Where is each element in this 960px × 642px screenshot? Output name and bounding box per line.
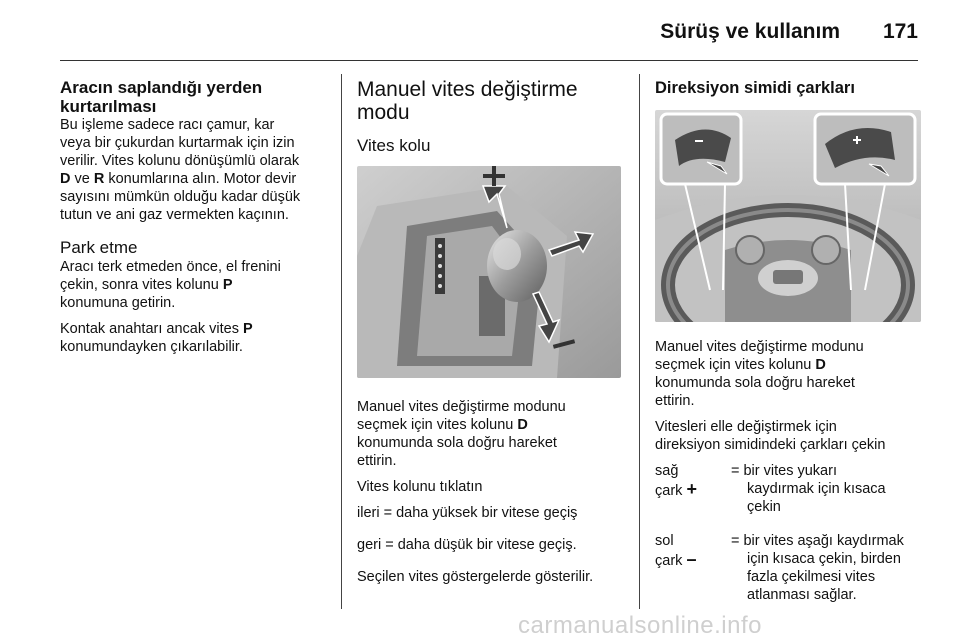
text-line: Manuel vites değiştirme modunu	[357, 399, 566, 415]
click-lever-text: Vites kolunu tıklatın	[357, 479, 483, 495]
desc-line: fazla çekilmesi vites	[747, 569, 876, 585]
column-2	[357, 78, 625, 586]
column-divider-2	[639, 74, 640, 609]
text-line: konumunda sola doğru hareket	[655, 375, 855, 391]
column-divider-1	[341, 74, 342, 609]
gear-d: D	[60, 171, 71, 187]
paddles-text-1	[655, 338, 923, 410]
gear-lever-svg	[357, 166, 621, 378]
row-desc: = daha düşük bir vitese geçiş.	[385, 537, 577, 553]
subsection-title-gear-lever: Vites kolu	[357, 136, 431, 155]
text-fragment: konumlarına alın. Motor devir	[104, 171, 297, 187]
text-fragment: çekin, sonra vites kolunu	[60, 277, 223, 293]
text-line: Vitesleri elle değiştirmek için	[655, 419, 837, 435]
text-line	[655, 356, 923, 374]
steering-wheel-illustration	[655, 110, 921, 322]
ignition-text	[60, 320, 328, 356]
text-line: konumunda sola doğru hareket	[357, 435, 557, 451]
gear-r: R	[93, 171, 105, 187]
gear-d: D	[517, 417, 528, 433]
text-line: Bu işleme sadece racı çamur, kar	[60, 117, 275, 133]
text-fragment: seçmek için vites kolunu	[357, 417, 518, 433]
gear-lever-illustration	[357, 166, 621, 378]
text-line: konumuna getirin.	[60, 295, 176, 311]
recovery-text	[60, 116, 328, 224]
section-title-line: kurtarılması	[60, 97, 157, 116]
text-line: Manuel vites değiştirme modunu	[655, 339, 864, 355]
desc-line: = bir vites aşağı kaydırmak	[731, 533, 904, 549]
definition-desc	[731, 462, 923, 516]
section-title-manual-mode	[357, 78, 625, 124]
text-line: verilir. Vites kolunu dönüşümlü olarak	[60, 153, 300, 169]
section-title-paddles: Direksiyon simidi çarkları	[655, 79, 855, 97]
text-line: konumundayken çıkarılabilir.	[60, 339, 243, 355]
steering-wheel-svg	[655, 110, 921, 322]
term-text: çark	[655, 483, 683, 499]
text-line	[60, 170, 328, 188]
selected-gear-text: Seçilen vites göstergelerde gösterilir.	[357, 569, 594, 585]
page-number: 171	[882, 20, 918, 43]
header-rule	[60, 60, 918, 61]
text-line: Aracı terk etmeden önce, el frenini	[60, 259, 281, 275]
header-title: Sürüş ve kullanım	[660, 20, 840, 43]
desc-line: çekin	[747, 499, 781, 515]
text-line: ettirin.	[357, 453, 397, 469]
watermark: carmanualsonline.info	[518, 612, 762, 639]
text-fragment: ve	[70, 171, 94, 187]
column-3	[655, 78, 923, 616]
desc-line: = bir vites yukarı	[731, 463, 837, 479]
row-term: geri	[357, 537, 382, 553]
term-text: çark	[655, 553, 683, 569]
left-paddle-definition	[655, 532, 923, 604]
term-line: sol	[655, 533, 674, 549]
section-title-recovery	[60, 78, 328, 116]
gear-p: P	[242, 321, 253, 337]
term-line: sağ	[655, 463, 679, 479]
section-title-line: modu	[357, 101, 410, 124]
text-line: ettirin.	[655, 393, 695, 409]
lever-row-forward	[357, 504, 625, 522]
right-paddle-definition	[655, 462, 923, 516]
text-fragment: seçmek için vites kolunu	[655, 357, 816, 373]
desc-line: için kısaca çekin, birden	[747, 551, 901, 567]
term-line	[655, 480, 725, 500]
term-line	[655, 550, 725, 570]
lever-row-back	[357, 536, 625, 554]
text-line: direksiyon simidindeki çarkları çekin	[655, 437, 886, 453]
parking-text	[60, 258, 328, 312]
definition-term	[655, 532, 725, 604]
text-fragment: Kontak anahtarı ancak vites	[60, 321, 243, 337]
text-line	[357, 416, 625, 434]
paddles-text-2	[655, 418, 923, 454]
desc-line: kaydırmak için kısaca	[747, 481, 886, 497]
section-title-parking: Park etme	[60, 238, 138, 257]
definition-desc	[731, 532, 923, 604]
desc-line: atlanması sağlar.	[747, 587, 857, 603]
minus-icon: –	[686, 549, 697, 569]
text-line	[60, 276, 328, 294]
row-desc: = daha yüksek bir vitese geçiş	[383, 505, 578, 521]
section-title-line: Manuel vites değiştirme	[357, 78, 578, 101]
column-1	[60, 78, 328, 356]
text-line	[60, 320, 328, 338]
gear-d: D	[815, 357, 826, 373]
text-line: tutun ve ani gaz vermekten kaçının.	[60, 207, 289, 223]
section-title-line: Aracın saplandığı yerden	[60, 78, 263, 97]
manual-mode-text	[357, 398, 625, 470]
text-line: veya bir çukurdan kurtarmak için izin	[60, 135, 295, 151]
plus-icon: +	[686, 479, 697, 499]
definition-term	[655, 462, 725, 516]
row-term: ileri	[357, 505, 380, 521]
text-line: sayısını mümkün olduğu kadar düşük	[60, 189, 301, 205]
gear-p: P	[222, 277, 233, 293]
